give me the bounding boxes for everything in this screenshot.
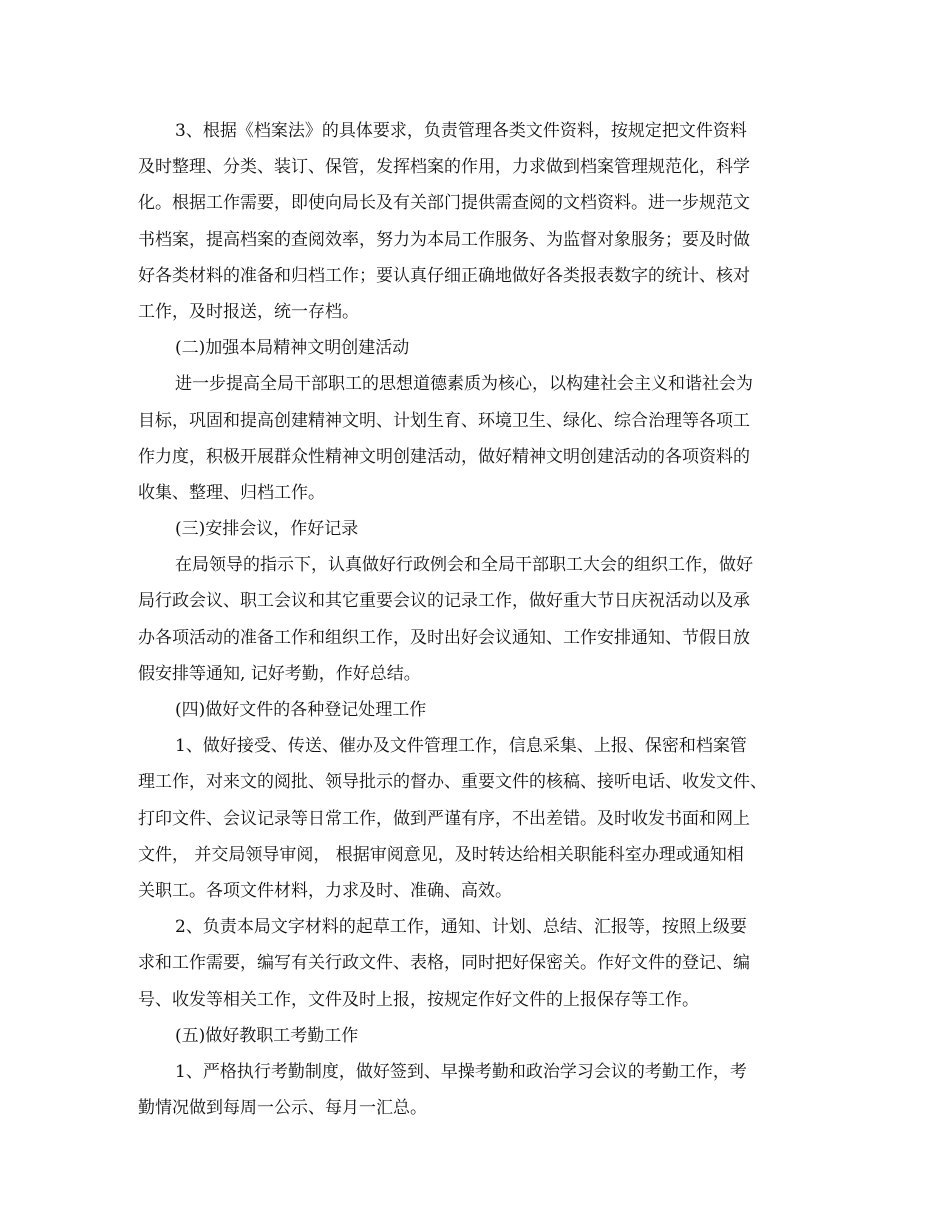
paragraph <box>0 909 950 1018</box>
document-body <box>0 113 950 1126</box>
text-line: 文件， 并交局领导审阅， 根据审阅意见，及时转达给相关职能科室办理或通知相 <box>138 844 744 865</box>
text-line: 假安排等通知, 记好考勤，作好总结。 <box>138 663 421 684</box>
paragraph <box>0 1018 950 1054</box>
text-line: 关职工。各项文件材料，力求及时、准确、高效。 <box>138 880 512 901</box>
paragraph <box>0 547 950 692</box>
paragraph <box>0 330 950 366</box>
text-line: (二)加强本局精神文明创建活动 <box>175 338 410 359</box>
text-line: 1、做好接受、传送、催办及文件管理工作，信息采集、上报、保密和档案管 <box>175 736 747 757</box>
paragraph <box>0 692 950 728</box>
text-line: (三)安排会议，作好记录 <box>175 519 359 540</box>
text-line: 勤情况做到每周一公示、每月一汇总。 <box>138 1098 427 1119</box>
paragraph <box>0 728 950 909</box>
text-line: 进一步提高全局干部职工的思想道德素质为核心，以构建社会主义和谐社会为 <box>175 374 753 395</box>
text-line: 工作，及时报送，统一存档。 <box>138 301 359 322</box>
text-line: 求和工作需要，编写有关行政文件、表格，同时把好保密关。作好文件的登记、编 <box>138 953 750 974</box>
text-line: 化。根据工作需要，即使向局长及有关部门提供需查阅的文档资料。进一步规范文 <box>138 193 750 214</box>
text-line: 作力度，积极开展群众性精神文明创建活动，做好精神文明创建活动的各项资料的 <box>138 446 750 467</box>
text-line: 好各类材料的准备和归档工作；要认真仔细正确地做好各类报表数字的统计、核对 <box>138 265 750 286</box>
text-line: 局行政会议、职工会议和其它重要会议的记录工作，做好重大节日庆祝活动以及承 <box>138 591 750 612</box>
paragraph <box>0 1054 950 1126</box>
text-line: (四)做好文件的各种登记处理工作 <box>175 700 427 720</box>
text-line: 1、严格执行考勤制度，做好签到、早操考勤和政治学习会议的考勤工作，考 <box>175 1061 747 1082</box>
text-line: 理工作，对来文的阅批、领导批示的督办、重要文件的核稿、接听电话、收发文件、 <box>138 772 767 793</box>
text-line: 办各项活动的准备工作和组织工作，及时出好会议通知、工作安排通知、节假日放 <box>138 627 750 648</box>
text-line: 2、负责本局文字材料的起草工作，通知、计划、总结、汇报等，按照上级要 <box>175 917 747 938</box>
text-line: 号、收发等相关工作，文件及时上报，按规定作好文件的上报保存等工作。 <box>138 989 699 1010</box>
text-line: 目标，巩固和提高创建精神文明、计划生育、环境卫生、绿化、综合治理等各项工 <box>138 410 750 431</box>
text-line: 收集、整理、归档工作。 <box>138 482 325 503</box>
paragraph <box>0 511 950 547</box>
paragraph <box>0 366 950 511</box>
text-line: 在局领导的指示下，认真做好行政例会和全局干部职工大会的组织工作，做好 <box>175 555 753 576</box>
text-line: (五)做好教职工考勤工作 <box>175 1025 359 1046</box>
text-line: 3、根据《档案法》的具体要求，负责管理各类文件资料，按规定把文件资料 <box>175 121 747 141</box>
text-line: 书档案，提高档案的查阅效率，努力为本局工作服务、为监督对象服务；要及时做 <box>138 229 750 250</box>
paragraph <box>0 113 950 330</box>
text-line: 及时整理、分类、装订、保管，发挥档案的作用，力求做到档案管理规范化，科学 <box>138 157 750 178</box>
text-line: 打印文件、会议记录等日常工作，做到严谨有序，不出差错。及时收发书面和网上 <box>138 808 750 829</box>
